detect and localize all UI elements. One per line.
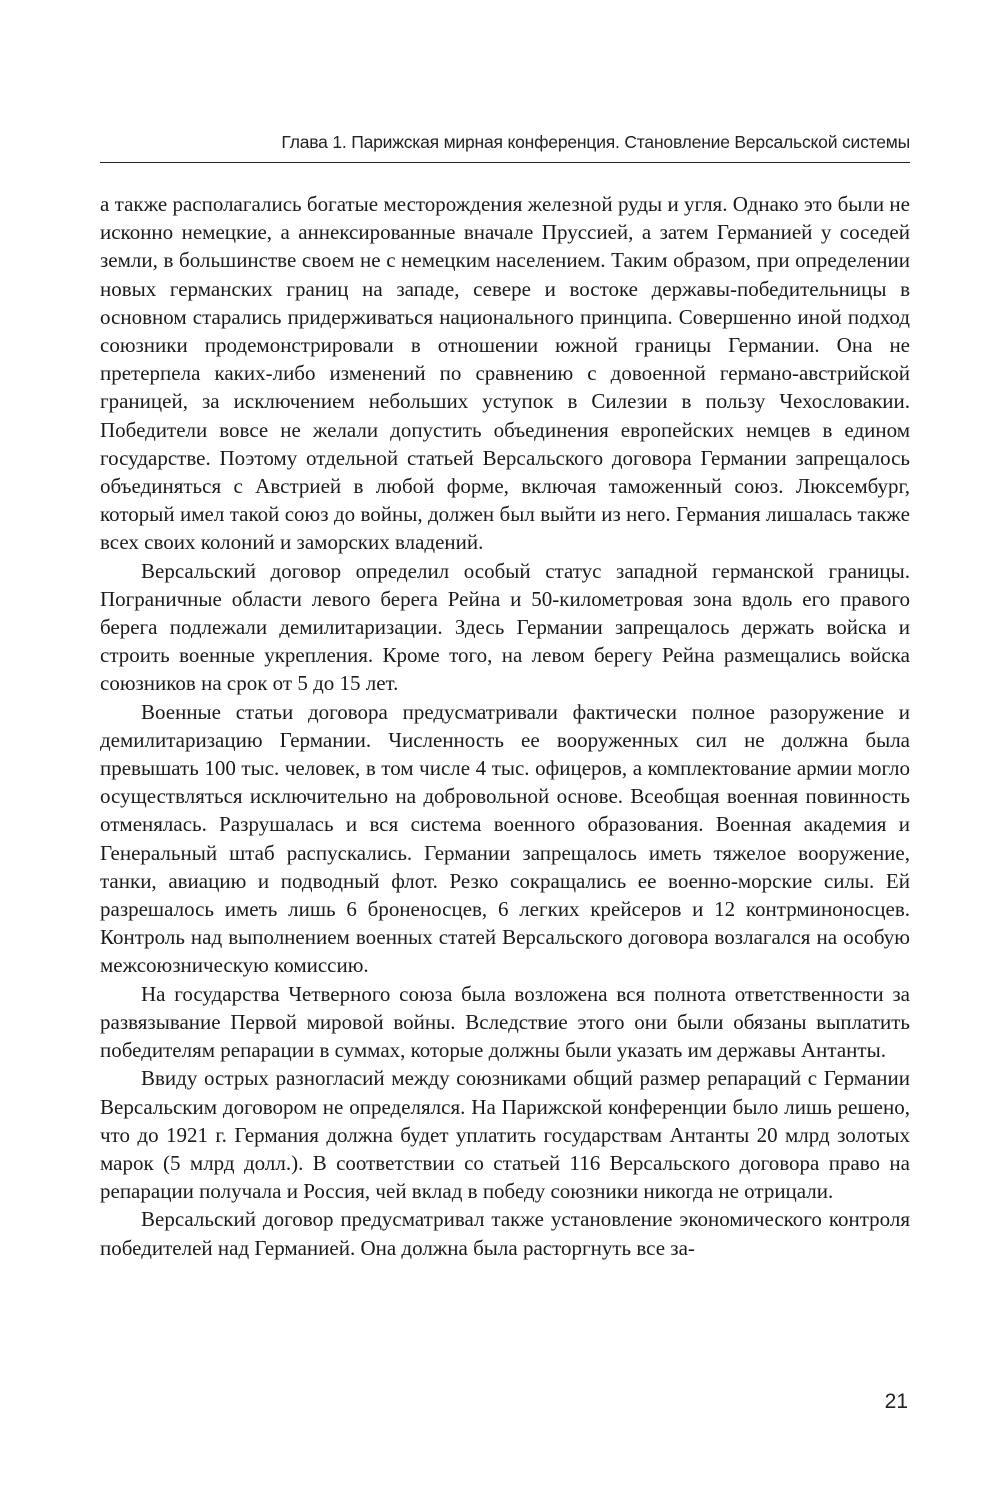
running-head-title: Глава 1. Парижская мирная конференция. Становление Версальской системы xyxy=(281,132,910,152)
paragraph-1: а также располагались богатые месторождения железной руды и угля. Однако это были не исконно немецкие, а аннексированные вначале Пруссией, а затем Германией у соседей земли, в большинстве своем не с немецким населением. Таким образом, при определении новых германских границ на западе, севере и востоке державы-победительницы в основном старались придерживаться национального принципа. Совершенно иной подход союзники продемонстрировали в отношении южной границы Германии. Она не претерпела каких-либо изменений по сравнению с довоенной германо-австрийской границей, за исключением небольших уступок в Силезии в пользу Чехословакии. Победители вовсе не желали допустить объединения европейских немцев в едином государстве. Поэтому отдельной статьей Версальского договора Германии запрещалось объединяться с Австрией в любой форме, включая таможенный союз. Люксембург, который имел такой союз до войны, должен был выйти из него. Германия лишалась также всех своих колоний и заморских владений. xyxy=(100,192,910,555)
paragraph-5: Ввиду острых разногласий между союзниками общий размер репараций с Германии Версальским договором не определялся. На Парижской конференции было лишь решено, что до 1921 г. Германия должна будет уплатить государствам Антанты 20 млрд золотых марок (5 млрд долл.). В соответствии со статьей 116 Версальского договора право на репарации получала и Россия, чей вклад в победу союзники никогда не отрицали. xyxy=(100,1066,910,1204)
paragraph-3: Военные статьи договора предусматривали фактически полное разоружение и демилитаризацию Германии. Численность ее вооруженных сил не должна была превышать 100 тыс. человек, в том числе 4 тыс. офицеров, а комплектование армии могло осуществляться исключительно на добровольной основе. Всеобщая военная повинность отменялась. Разрушалась и вся система военного образования. Военная академия и Генеральный штаб распускались. Германии запрещалось иметь тяжелое вооружение, танки, авиацию и подводный флот. Резко сокращались ее военно-морские силы. Ей разрешалось иметь лишь 6 броненосцев, 6 легких крейсеров и 12 контрминоносцев. Контроль над выполнением военных статей Версальского договора возлагался на особую межсоюзническую комиссию. xyxy=(100,699,910,978)
main-text xyxy=(100,190,910,1262)
paragraph-4: На государства Четверного союза была возложена вся полнота ответственности за развязывание Первой мировой войны. Вследствие этого они были обязаны выплатить победителям репарации в суммах, которые должны были указать им державы Антанты. xyxy=(100,981,910,1063)
page-number: 21 xyxy=(884,1390,908,1413)
paragraph-6: Версальский договор предусматривал также установление экономического контроля победителей над Германией. Она должна была расторгнуть все за- xyxy=(100,1207,910,1260)
paragraph-2: Версальский договор определил особый статус западной германской границы. Пограничные области левого берега Рейна и 50-километровая зона вдоль его правого берега подлежали демилитаризации. Здесь Германии запрещалось держать войска и строить военные укрепления. Кроме того, на левом берегу Рейна размещались войска союзников на срок от 5 до 15 лет. xyxy=(100,558,910,696)
header-divider xyxy=(100,162,910,163)
